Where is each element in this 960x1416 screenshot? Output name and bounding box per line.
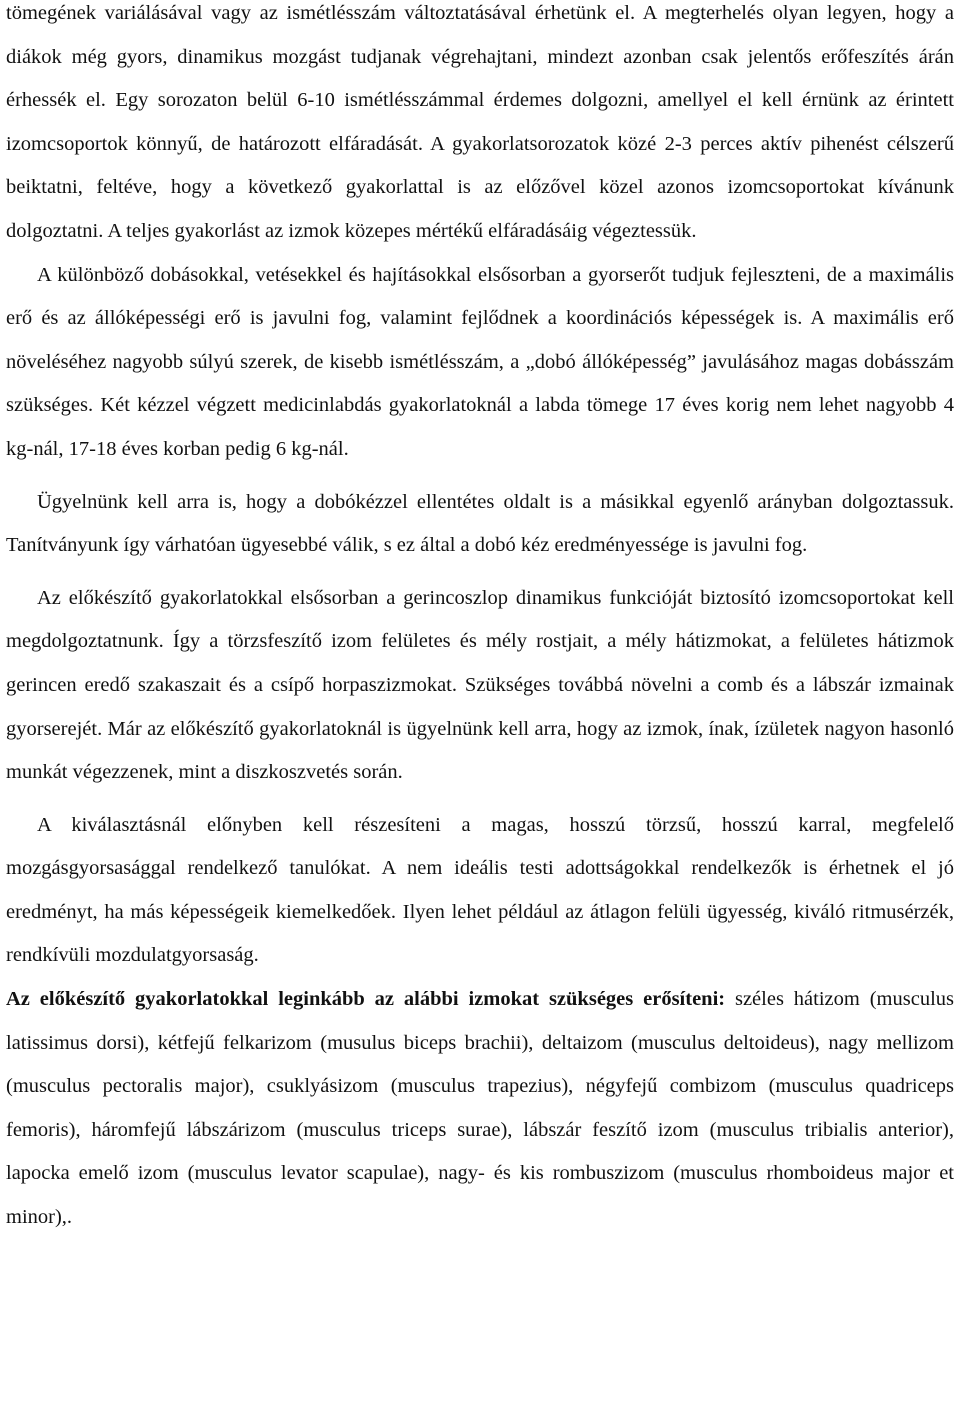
paragraph-training-load: tömegének variálásával vagy az ismétlésszám változtatásával érhetünk el. A megterhelés olyan legyen, hogy a diákok még gyors, dinamikus mozgást tudjanak végrehajtani, mindezt azonban csak jelentős erőfeszítés árán érhessék el. Egy sorozaton belül 6-10 ismétlésszámmal érdemes dolgozni, amellyel el kell érnünk az érintett izomcsoportok könnyű, de határozott elfáradását. A gyakorlatsorozatok közé 2-3 perces aktív pihenést célszerű beiktatni, feltéve, hogy a következő gyakorlattal is az előzővel közel azonos izomcsoportokat kívánunk dolgoztatni. A teljes gyakorlást az izmok közepes mértékű elfáradásáig végeztessük. [6, 2, 954, 242]
paragraph-opposite-side: Ügyelnünk kell arra is, hogy a dobókézzel ellentétes oldalt is a másikkal egyenlő arányban dolgoztassuk. Tanítványunk így várhatóan ügyesebbé válik, s ez által a dobó kéz eredményessége is javulni fog. [6, 490, 954, 557]
muscles-list-lead: Az előkészítő gyakorlatokkal leginkább az alábbi izmokat szükséges erősíteni: [6, 988, 726, 1011]
paragraph-selection: A kiválasztásnál előnyben kell részesíteni a magas, hosszú törzsű, hosszú karral, megfelelő mozgásgyorsasággal rendelkező tanulókat. A nem ideális testi adottságokkal rendelkezők is érhetnek el jó eredményt, ha más képességeik kiemelkedőek. Ilyen lehet például az átlagon felüli ügyesség, kiváló ritmusérzék, rendkívüli mozdulatgyorsaság. [6, 813, 954, 967]
paragraph-throwing-strength: A különböző dobásokkal, vetésekkel és hajításokkal elsősorban a gyorserőt tudjuk fejleszteni, de a maximális erő és az állóképességi erő is javulni fog, valamint fejlődnek a koordinációs képességek is. A maximális erő növeléséhez nagyobb súlyú szerek, de kisebb ismétlésszám, a „dobó állóképesség” javulásához magas dobásszám szükséges. Két kézzel végzett medicinlabdás gyakorlatoknál a labda tömege 17 éves korig nem lehet nagyobb 4 kg-nál, 17-18 éves korban pedig 6 kg-nál. [6, 263, 954, 460]
paragraph-preparatory-exercises: Az előkészítő gyakorlatokkal elsősorban a gerincoszlop dinamikus funkcióját biztosító izomcsoportokat kell megdolgoztatnunk. Így a törzsfeszítő izom felületes és mély rostjait, a mély hátizmokat, a felületes hátizmok gerincen eredő szakaszait és a csípő horpaszizmokat. Szükséges továbbá növelni a comb és a lábszár izmainak gyorserejét. Már az előkészítő gyakorlatoknál is ügyelnünk kell arra, hogy az izmok, ínak, ízületek nagyon hasonló munkát végezzenek, mint a diszkoszvetés során. [6, 586, 954, 784]
paragraph-muscles-list [6, 978, 954, 1240]
muscles-list-body: széles hátizom (musculus latissimus dorsi), kétfejű felkarizom (musulus biceps brachii), deltaizom (musculus deltoideus), nagy mellizom (musculus pectoralis major), csuklyásizom (musculus trapezius), négyfejű combizom (musculus quadriceps femoris), háromfejű lábszárizom (musculus triceps surae), lábszár feszítő izom (musculus tribialis anterior), lapocka emelő izom (musculus levator scapulae), nagy- és kis rombuszizom (musculus rhomboideus major et minor),. [6, 988, 954, 1229]
